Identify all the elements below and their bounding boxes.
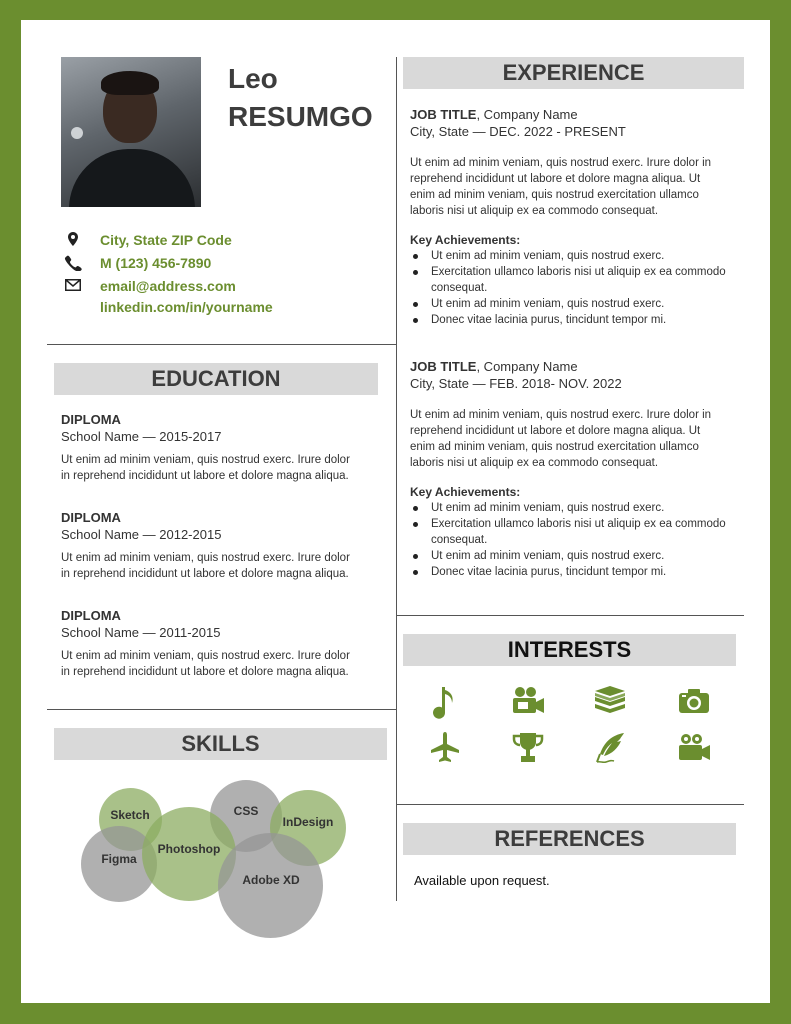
list-item: Exercitation ullamco laboris nisi ut aliquip ex ea commodo consequat. bbox=[410, 516, 745, 548]
column-divider bbox=[396, 57, 397, 901]
email-link[interactable]: email@address.com bbox=[100, 278, 236, 294]
skill-label: Adobe XD bbox=[242, 873, 300, 887]
list-item: Ut enim ad minim veniam, quis nostrud exerc. bbox=[410, 548, 745, 564]
education-heading: EDUCATION bbox=[54, 363, 378, 395]
list-item: Donec vitae lacinia purus, tincidunt tempor mi. bbox=[410, 312, 745, 328]
skill-label: InDesign bbox=[282, 815, 334, 829]
list-item: Ut enim ad minim veniam, quis nostrud exerc. bbox=[410, 296, 745, 312]
divider bbox=[47, 709, 396, 710]
skill-label: Figma bbox=[101, 852, 137, 866]
experience-heading: EXPERIENCE bbox=[403, 57, 744, 89]
linkedin-link[interactable]: linkedin.com/in/yourname bbox=[100, 299, 273, 315]
contact-phone: M (123) 456-7890 bbox=[61, 255, 361, 275]
achievements-list bbox=[410, 500, 745, 580]
list-item: Donec vitae lacinia purus, tincidunt tempor mi. bbox=[410, 564, 745, 580]
phone-icon bbox=[61, 255, 85, 274]
music-note-icon bbox=[427, 683, 463, 719]
contact-location: City, State ZIP Code bbox=[61, 232, 361, 252]
skill-label: CSS bbox=[233, 804, 259, 818]
first-name: Leo bbox=[228, 63, 278, 94]
resume-page bbox=[21, 20, 770, 1003]
skill-label: Photoshop bbox=[157, 842, 221, 856]
education-item: DIPLOMA School Name — 2015-2017 Ut enim ad minim veniam, quis nostrud exerc. Irure dolor in reprehend incididunt ut labore et dolore magna aliqua. bbox=[61, 412, 350, 482]
video-camera-icon bbox=[510, 683, 546, 719]
job-entry: JOB TITLE, Company Name City, State — DEC. 2022 - PRESENT Ut enim ad minim veniam, quis nostrud exerc. Irure dolor in reprehend incididunt ut labore et dolore magna aliqua. Ut enim ad minim veniam, quis nostrud exercitation ullamco laboris nisi ut aliquip ex ea commodo consequat. Key Achievements: Ut enim ad minim veniam, quis nostrud exerc. Exercitation ullamco laboris nisi ut aliquip ex ea commodo consequat. Ut enim ad minim veniam, quis nostrud exerc. Donec vitae lacinia purus, tincidunt tempor mi. bbox=[410, 107, 745, 328]
camera-icon bbox=[676, 683, 712, 719]
job-entry: JOB TITLE, Company Name City, State — FEB. 2018- NOV. 2022 Ut enim ad minim veniam, quis nostrud exerc. Irure dolor in reprehend incididunt ut labore et dolore magna aliqua. Ut enim ad minim veniam, quis nostrud exercitation ullamco laboris nisi ut aliquip ex ea commodo consequat. Key Achievements: Ut enim ad minim veniam, quis nostrud exerc. Exercitation ullamco laboris nisi ut aliquip ex ea commodo consequat. Ut enim ad minim veniam, quis nostrud exerc. Donec vitae lacinia purus, tincidunt tempor mi. bbox=[410, 359, 745, 580]
references-text: Available upon request. bbox=[414, 873, 550, 888]
trophy-icon bbox=[510, 730, 546, 766]
skills-heading: SKILLS bbox=[54, 728, 387, 760]
interests-heading: INTERESTS bbox=[403, 634, 736, 666]
quill-pen-icon bbox=[592, 730, 628, 766]
movie-camera-icon bbox=[676, 730, 712, 766]
profile-photo bbox=[61, 57, 201, 207]
divider bbox=[396, 615, 744, 616]
divider bbox=[47, 344, 396, 345]
education-item: DIPLOMA School Name — 2011-2015 Ut enim ad minim veniam, quis nostrud exerc. Irure dolor in reprehend incididunt ut labore et dolore magna aliqua. bbox=[61, 608, 350, 678]
references-heading: REFERENCES bbox=[403, 823, 736, 855]
list-item: Ut enim ad minim veniam, quis nostrud exerc. bbox=[410, 248, 745, 264]
last-name: RESUMGO bbox=[228, 101, 373, 132]
skill-label: Sketch bbox=[110, 808, 150, 822]
contact-email bbox=[61, 278, 361, 318]
envelope-icon bbox=[61, 279, 85, 294]
location-pin-icon bbox=[61, 232, 85, 249]
achievements-list bbox=[410, 248, 745, 328]
airplane-icon bbox=[427, 730, 463, 766]
list-item: Exercitation ullamco laboris nisi ut aliquip ex ea commodo consequat. bbox=[410, 264, 745, 296]
divider bbox=[396, 804, 744, 805]
education-item: DIPLOMA School Name — 2012-2015 Ut enim ad minim veniam, quis nostrud exerc. Irure dolor in reprehend incididunt ut labore et dolore magna aliqua. bbox=[61, 510, 350, 580]
books-icon bbox=[592, 683, 628, 719]
list-item: Ut enim ad minim veniam, quis nostrud exerc. bbox=[410, 500, 745, 516]
candidate-name bbox=[228, 60, 373, 136]
